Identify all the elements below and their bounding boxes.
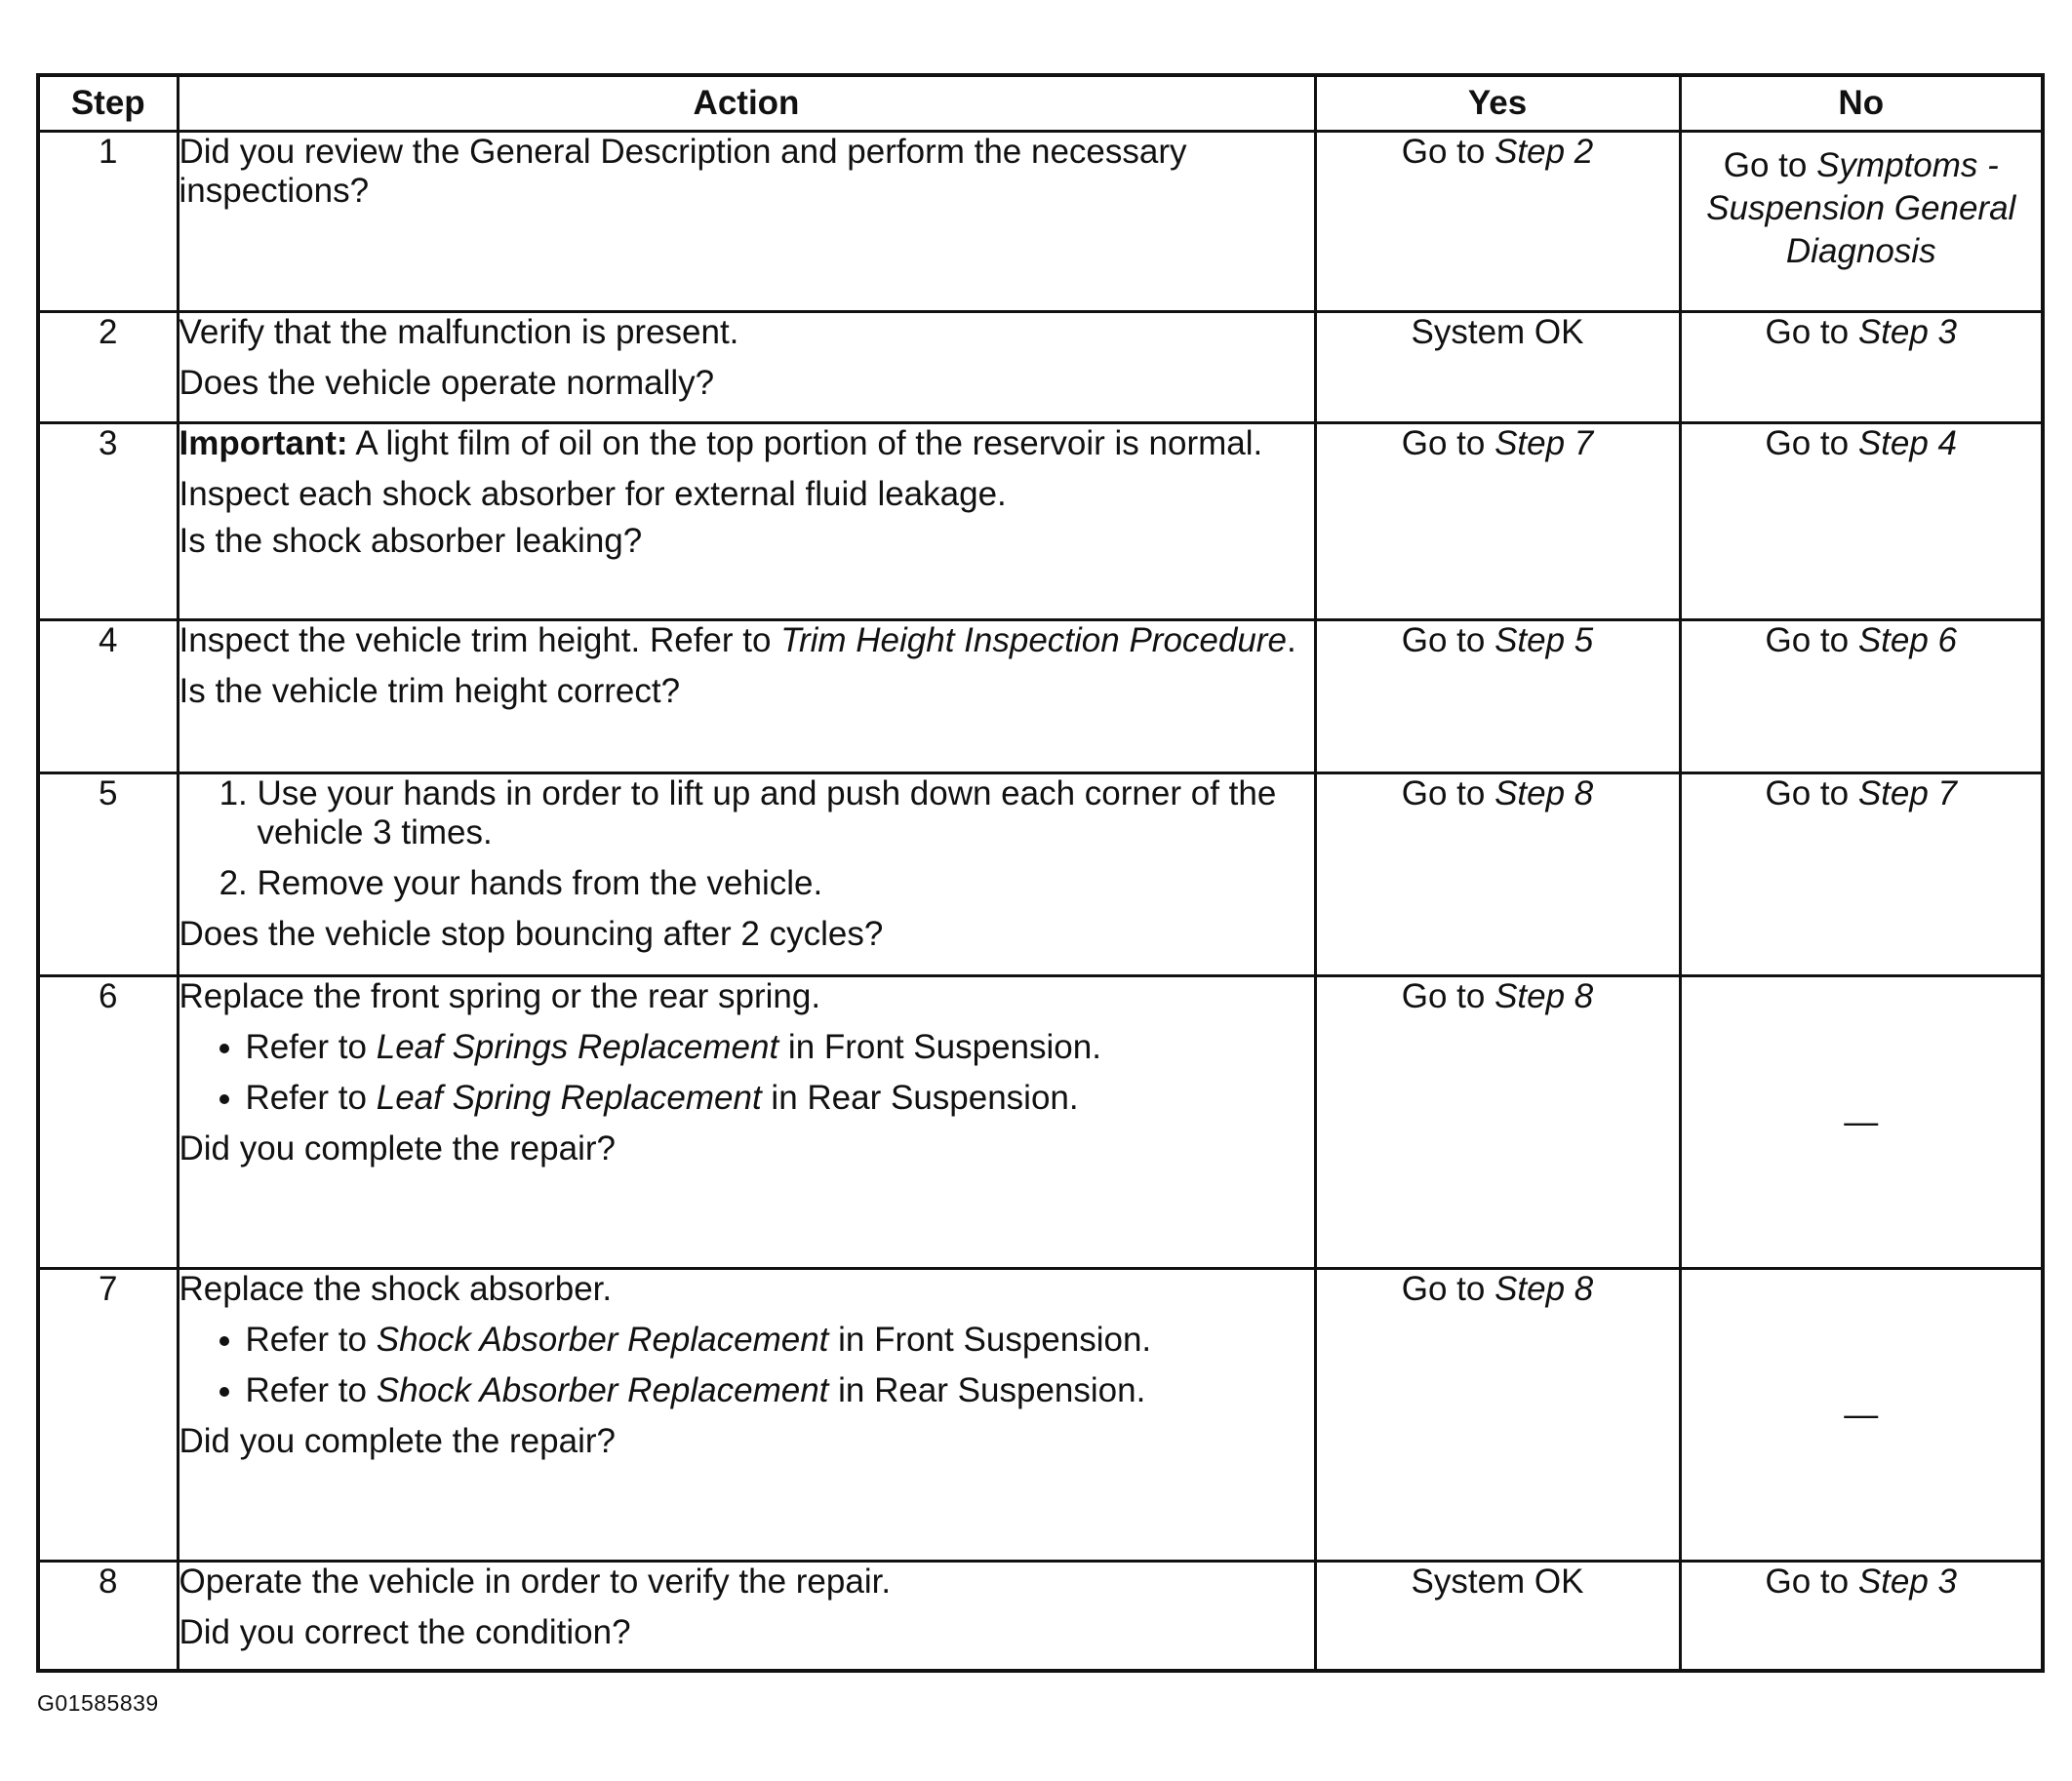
list-item: 1. Use your hands in order to lift up and push down each corner of the vehicle 3 times. bbox=[258, 774, 1314, 852]
yes-cell bbox=[1315, 773, 1680, 976]
ref-suffix: in Rear Suspension. bbox=[828, 1371, 1146, 1409]
header-action: Action bbox=[178, 75, 1315, 132]
ref-prefix: Refer to bbox=[245, 1028, 377, 1066]
step-number: 3 bbox=[38, 423, 178, 620]
yes-cell bbox=[1315, 132, 1680, 312]
header-no: No bbox=[1680, 75, 2043, 132]
action-question: Did you correct the condition? bbox=[179, 1613, 631, 1651]
step-link[interactable]: Step 5 bbox=[1494, 621, 1594, 659]
action-cell bbox=[178, 620, 1315, 773]
reference-list bbox=[179, 1321, 1314, 1410]
result-prefix: Go to bbox=[1765, 313, 1858, 351]
no-cell bbox=[1680, 312, 2043, 423]
action-text: Replace the shock absorber. bbox=[179, 1270, 613, 1308]
result-prefix: Go to bbox=[1401, 977, 1495, 1015]
action-cell bbox=[178, 312, 1315, 423]
ref-suffix: in Front Suspension. bbox=[828, 1321, 1152, 1359]
action-cell bbox=[178, 1269, 1315, 1562]
step-link[interactable]: Step 4 bbox=[1857, 424, 1958, 462]
action-text bbox=[179, 621, 1314, 660]
table-header-row bbox=[38, 75, 2043, 132]
list-item bbox=[246, 1079, 1314, 1118]
table-row bbox=[38, 312, 2043, 423]
result-prefix: Go to bbox=[1765, 621, 1858, 659]
not-applicable-dash: — bbox=[1844, 1395, 1879, 1434]
important-note bbox=[179, 424, 1314, 463]
action-question: Is the shock absorber leaking? bbox=[179, 522, 643, 560]
no-cell bbox=[1680, 423, 2043, 620]
result-prefix: Go to bbox=[1765, 774, 1858, 812]
result-prefix: Go to bbox=[1401, 774, 1495, 812]
action-text: Inspect each shock absorber for external fluid leakage. bbox=[179, 475, 1007, 513]
step-number: 7 bbox=[38, 1269, 178, 1562]
yes-cell bbox=[1315, 620, 1680, 773]
action-text-pre: Inspect the vehicle trim height. Refer to bbox=[179, 621, 781, 659]
no-cell bbox=[1680, 620, 2043, 773]
important-label: Important: bbox=[179, 424, 348, 462]
not-applicable-dash: — bbox=[1844, 1102, 1879, 1141]
list-item bbox=[246, 1371, 1314, 1410]
action-text: Did you review the General Description and perform the necessary inspections? bbox=[179, 133, 1187, 210]
result-prefix: Go to bbox=[1401, 133, 1495, 171]
no-cell bbox=[1680, 773, 2043, 976]
result-text: System OK bbox=[1411, 1563, 1584, 1601]
step-link[interactable]: Step 8 bbox=[1494, 977, 1594, 1015]
procedure-link[interactable]: Leaf Spring Replacement bbox=[376, 1079, 762, 1117]
action-cell bbox=[178, 773, 1315, 976]
table-row bbox=[38, 620, 2043, 773]
no-cell bbox=[1680, 976, 2043, 1269]
result-prefix: Go to bbox=[1401, 1270, 1495, 1308]
result-prefix: Go to bbox=[1765, 424, 1858, 462]
procedure-link[interactable]: Symptoms - Suspension General Diagnosis bbox=[1706, 146, 2016, 270]
list-item: 2. Remove your hands from the vehicle. bbox=[258, 864, 1314, 903]
table-row bbox=[38, 773, 2043, 976]
action-cell bbox=[178, 976, 1315, 1269]
step-link[interactable]: Step 3 bbox=[1857, 313, 1958, 351]
yes-cell bbox=[1315, 1562, 1680, 1671]
yes-cell bbox=[1315, 423, 1680, 620]
step-number: 5 bbox=[38, 773, 178, 976]
step-link[interactable]: Step 7 bbox=[1494, 424, 1594, 462]
action-question: Does the vehicle operate normally? bbox=[179, 364, 715, 402]
list-item bbox=[246, 1028, 1314, 1067]
action-text: Replace the front spring or the rear spring. bbox=[179, 977, 821, 1015]
step-link[interactable]: Step 2 bbox=[1494, 133, 1594, 171]
no-cell bbox=[1680, 132, 2043, 312]
diagnostic-table-container bbox=[36, 73, 2041, 1673]
table-row bbox=[38, 1562, 2043, 1671]
step-number: 4 bbox=[38, 620, 178, 773]
action-question: Did you complete the repair? bbox=[179, 1422, 616, 1460]
result-prefix: Go to bbox=[1401, 424, 1495, 462]
procedure-link[interactable]: Shock Absorber Replacement bbox=[376, 1321, 829, 1359]
result-prefix: Go to bbox=[1723, 146, 1817, 184]
table-row bbox=[38, 1269, 2043, 1562]
figure-id: G01585839 bbox=[37, 1690, 159, 1716]
action-question: Is the vehicle trim height correct? bbox=[179, 672, 681, 710]
table-row bbox=[38, 132, 2043, 312]
ref-prefix: Refer to bbox=[245, 1079, 377, 1117]
result-prefix: Go to bbox=[1765, 1563, 1858, 1601]
ref-suffix: in Rear Suspension. bbox=[761, 1079, 1079, 1117]
action-cell bbox=[178, 1562, 1315, 1671]
step-number: 1 bbox=[38, 132, 178, 312]
yes-cell bbox=[1315, 1269, 1680, 1562]
ref-prefix: Refer to bbox=[245, 1371, 377, 1409]
action-cell bbox=[178, 423, 1315, 620]
table-row bbox=[38, 423, 2043, 620]
action-question: Does the vehicle stop bouncing after 2 cycles? bbox=[179, 915, 884, 953]
action-text: Operate the vehicle in order to verify the repair. bbox=[179, 1563, 892, 1601]
procedure-link[interactable]: Leaf Springs Replacement bbox=[376, 1028, 779, 1066]
result-text: System OK bbox=[1411, 313, 1584, 351]
step-number: 2 bbox=[38, 312, 178, 423]
step-number: 8 bbox=[38, 1562, 178, 1671]
reference-list bbox=[179, 1028, 1314, 1118]
header-yes: Yes bbox=[1315, 75, 1680, 132]
action-cell bbox=[178, 132, 1315, 312]
yes-cell bbox=[1315, 976, 1680, 1269]
result-prefix: Go to bbox=[1401, 621, 1495, 659]
procedure-link[interactable]: Trim Height Inspection Procedure bbox=[780, 621, 1287, 659]
step-link[interactable]: Step 8 bbox=[1494, 1270, 1594, 1308]
procedure-list bbox=[179, 774, 1314, 903]
action-question: Did you complete the repair? bbox=[179, 1129, 616, 1168]
step-number: 6 bbox=[38, 976, 178, 1269]
step-link[interactable]: Step 7 bbox=[1857, 774, 1958, 812]
step-link[interactable]: Step 6 bbox=[1857, 621, 1958, 659]
ref-suffix: in Front Suspension. bbox=[778, 1028, 1101, 1066]
no-cell bbox=[1680, 1269, 2043, 1562]
yes-cell bbox=[1315, 312, 1680, 423]
table-row bbox=[38, 976, 2043, 1269]
header-step: Step bbox=[38, 75, 178, 132]
list-item bbox=[246, 1321, 1314, 1360]
diagnostic-table bbox=[36, 73, 2045, 1673]
action-text: Verify that the malfunction is present. bbox=[179, 313, 739, 351]
no-cell bbox=[1680, 1562, 2043, 1671]
step-link[interactable]: Step 8 bbox=[1494, 774, 1594, 812]
ref-prefix: Refer to bbox=[245, 1321, 377, 1359]
action-text-post: . bbox=[1286, 621, 1296, 659]
important-text: A light film of oil on the top portion of the reservoir is normal. bbox=[347, 424, 1263, 462]
procedure-link[interactable]: Shock Absorber Replacement bbox=[376, 1371, 829, 1409]
step-link[interactable]: Step 3 bbox=[1857, 1563, 1958, 1601]
